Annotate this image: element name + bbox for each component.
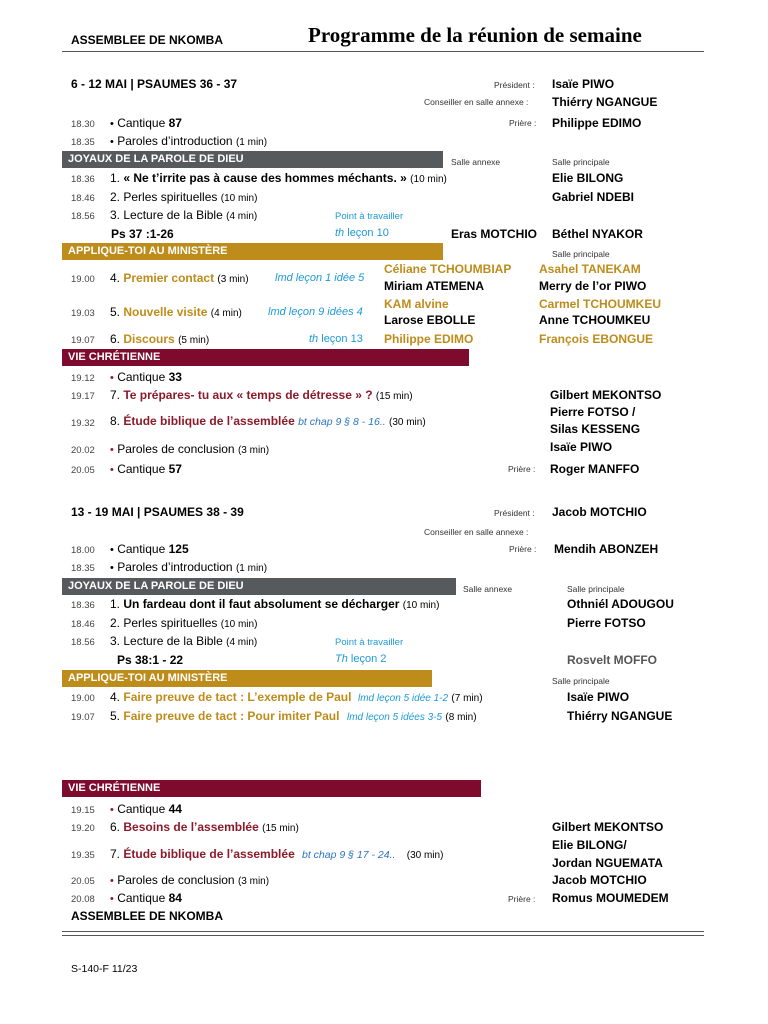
bullet-icon: • [110,562,114,574]
week1-life1: 7. Te prépares- tu aux « temps de détresse » ? (15 min) [110,388,413,402]
week1-apply1-annex1: Céliane TCHOUMBIAP [384,262,512,276]
week2-part2: 2. Perles spirituelles (10 min) [110,616,258,630]
week1-apply1: 4. Premier contact (3 min) [110,271,249,285]
week2-apply1-ref: lmd leçon 5 idée 1-2 (7 min) [358,693,483,704]
page-title: Programme de la réunion de semaine [308,23,642,47]
week2-apply2-name: Thiérry NGANGUE [567,709,673,723]
time: 19.15 [71,805,95,816]
week2-reading-main: Rosvelt MOFFO [567,653,658,667]
week1-president: Isaïe PIWO [552,77,615,91]
week2-life2-name2: Jordan NGUEMATA [552,856,663,870]
week2-intro: • Paroles d’introduction (1 min) [110,560,268,574]
week1-apply3-annex: Philippe EDIMO [384,332,474,346]
bullet-icon: • [110,372,114,384]
week2-section-treasures: JOYAUX DE LA PAROLE DE DIEU [62,578,456,595]
salle-principale-label: Salle principale [552,249,610,259]
time: 18.35 [71,563,95,574]
time: 19.00 [71,274,95,285]
week2-life2: 7. Étude biblique de l’assemblée [110,847,295,861]
time: 19.07 [71,712,95,723]
week1-apply2-main2: Anne TCHOUMKEU [539,313,651,327]
org-name: ASSEMBLEE DE NKOMBA [71,33,224,47]
time: 19.35 [71,850,95,861]
time: 18.36 [71,600,95,611]
time: 18.30 [71,119,95,130]
week2-part1-name: Othniél ADOUGOU [567,597,674,611]
salle-principale-label: Salle principale [567,584,625,594]
week1-reading-point: th leçon 10 [335,227,389,239]
week1-apply1-main2: Merry de l’or PIWO [539,279,647,293]
form-code: S-140-F 11/23 [71,963,138,975]
song-label: Cantique [117,116,166,130]
header-divider [62,51,704,52]
week1-song3: • Cantique 57 [110,462,182,476]
week1-apply2-ref: lmd leçon 9 idées 4 [268,306,363,318]
week1-counselor: Thiérry NGANGUE [552,95,658,109]
bullet-icon: • [110,444,114,456]
salle-principale-label: Salle principale [552,157,610,167]
week1-part2-name: Gabriel NDEBI [552,190,635,204]
week2-conclusion: • Paroles de conclusion (3 min) [110,873,270,887]
week1-apply3-main: François EBONGUE [539,332,654,346]
week2-life2-name1: Elie BILONG/ [552,838,627,852]
week2-president: Jacob MOTCHIO [552,505,647,519]
president-label: Président : [494,508,535,518]
week1-part1: 1. « Ne t’irrite pas à cause des hommes méchants. » (10 min) [110,171,447,185]
time: 19.00 [71,693,95,704]
week1-apply1-annex2: Miriam ATEMENA [384,279,485,293]
week1-part1-name: Elie BILONG [552,171,624,185]
bullet-icon: • [110,136,114,148]
week1-intro: • Paroles d’introduction (1 min) [110,134,268,148]
time: 18.46 [71,193,95,204]
week2-part2-name: Pierre FOTSO [567,616,646,630]
week1-life2-name2: Silas KESSENG [550,422,641,436]
week1-apply2: 5. Nouvelle visite (4 min) [110,305,242,319]
bullet-icon: • [110,118,114,130]
week1-conclusion-name: Isaïe PIWO [550,440,613,454]
week1-reading-ref: Ps 37 :1-26 [111,227,174,241]
week1-section-christian-life: VIE CHRÉTIENNE [62,349,469,366]
week1-life2: 8. Étude biblique de l’assemblée bt chap 9 § 8 - 16.. (30 min) [110,414,426,428]
time: 19.12 [71,373,95,384]
week2-life2-ref: bt chap 9 § 17 - 24.. (30 min) [302,849,444,861]
time: 18.46 [71,619,95,630]
time: 20.05 [71,465,95,476]
bullet-icon: • [110,804,114,816]
time: 18.56 [71,637,95,648]
week1-life1-name: Gilbert MEKONTSO [550,388,662,402]
time: 18.56 [71,211,95,222]
week1-opening-prayer: Philippe EDIMO [552,116,642,130]
week2-part3: 3. Lecture de la Bible (4 min) [110,634,258,648]
salle-principale-label: Salle principale [552,676,610,686]
time: 20.08 [71,894,95,905]
week1-closing-prayer: Roger MANFFO [550,462,640,476]
week1-conclusion: • Paroles de conclusion (3 min) [110,442,270,456]
week2-song2: • Cantique 44 [110,802,182,816]
song-number: 87 [168,116,182,130]
week1-reading-annex: Eras MOTCHIO [451,227,538,241]
point-label: Point à travailler [335,637,404,648]
week1-apply3-ref: th leçon 13 [309,333,363,345]
week1-section-ministry: APPLIQUE-TOI AU MINISTÈRE [62,243,443,260]
week1-apply1-main1: Asahel TANEKAM [539,262,641,276]
time: 19.17 [71,391,95,402]
week1-apply2-main1: Carmel TCHOUMKEU [539,297,662,311]
week2-part1: 1. Un fardeau dont il faut absolument se décharger (10 min) [110,597,440,611]
bullet-icon: • [110,544,114,556]
week2-apply1-name: Isaïe PIWO [567,690,630,704]
week2-closing-prayer: Romus MOUMEDEM [552,891,669,905]
week2-apply2-ref: lmd leçon 5 idées 3-5 (8 min) [347,712,477,723]
counselor-label: Conseiller en salle annexe : [424,97,529,107]
salle-annexe-label: Salle annexe [463,584,513,594]
time: 20.05 [71,876,95,887]
time: 18.00 [71,545,95,556]
week2-apply2: 5. Faire preuve de tact : Pour imiter Paul [110,709,340,723]
prayer-label: Prière : [509,544,537,554]
week1-reading-main: Béthel NYAKOR [552,227,643,241]
week2-life1-name: Gilbert MEKONTSO [552,820,664,834]
week1-life2-name1: Pierre FOTSO / [550,405,636,419]
time: 19.20 [71,823,95,834]
point-label: Point à travailler [335,211,404,222]
time: 19.07 [71,335,95,346]
week2-heading: 13 - 19 MAI | PSAUMES 38 - 39 [71,505,244,519]
bullet-icon: • [110,464,114,476]
week2-opening-prayer: Mendih ABONZEH [554,542,659,556]
week2-conclusion-name: Jacob MOTCHIO [552,873,647,887]
week1-apply2-annex2: Larose EBOLLE [384,313,476,327]
week1-part3: 3. Lecture de la Bible (4 min) [110,208,258,222]
prayer-label: Prière : [508,464,536,474]
week1-apply3: 6. Discours (5 min) [110,332,210,346]
week2-life1: 6. Besoins de l’assemblée (15 min) [110,820,299,834]
week1-apply1-ref: lmd leçon 1 idée 5 [275,272,365,284]
time: 20.02 [71,445,95,456]
counselor-label: Conseiller en salle annexe : [424,527,529,537]
time: 19.03 [71,308,95,319]
bullet-icon: • [110,875,114,887]
week1-heading: 6 - 12 MAI | PSAUMES 36 - 37 [71,77,238,91]
time: 19.32 [71,418,95,429]
prayer-label: Prière : [508,894,536,904]
week1-apply2-annex1: KAM alvine [384,297,449,311]
week2-song1: • Cantique 125 [110,542,189,556]
week1-section-treasures: JOYAUX DE LA PAROLE DE DIEU [62,151,443,168]
week2-apply1: 4. Faire preuve de tact : L’exemple de Paul [110,690,352,704]
salle-annexe-label: Salle annexe [451,157,501,167]
footer-org-name: ASSEMBLEE DE NKOMBA [71,909,224,923]
week1-song2: • Cantique 33 [110,370,182,384]
week2-reading-point: Th leçon 2 [335,653,387,665]
bullet-icon: • [110,893,114,905]
week2-section-ministry: APPLIQUE-TOI AU MINISTÈRE [62,670,432,687]
footer-divider [62,931,704,936]
time: 18.35 [71,137,95,148]
week1-song1 [110,116,182,130]
president-label: Président : [494,80,535,90]
prayer-label: Prière : [509,118,537,128]
week2-reading-ref: Ps 38:1 - 22 [117,653,184,667]
time: 18.36 [71,174,95,185]
week2-section-christian-life: VIE CHRÉTIENNE [62,780,481,797]
week2-song3: • Cantique 84 [110,891,182,905]
week1-part2: 2. Perles spirituelles (10 min) [110,190,258,204]
